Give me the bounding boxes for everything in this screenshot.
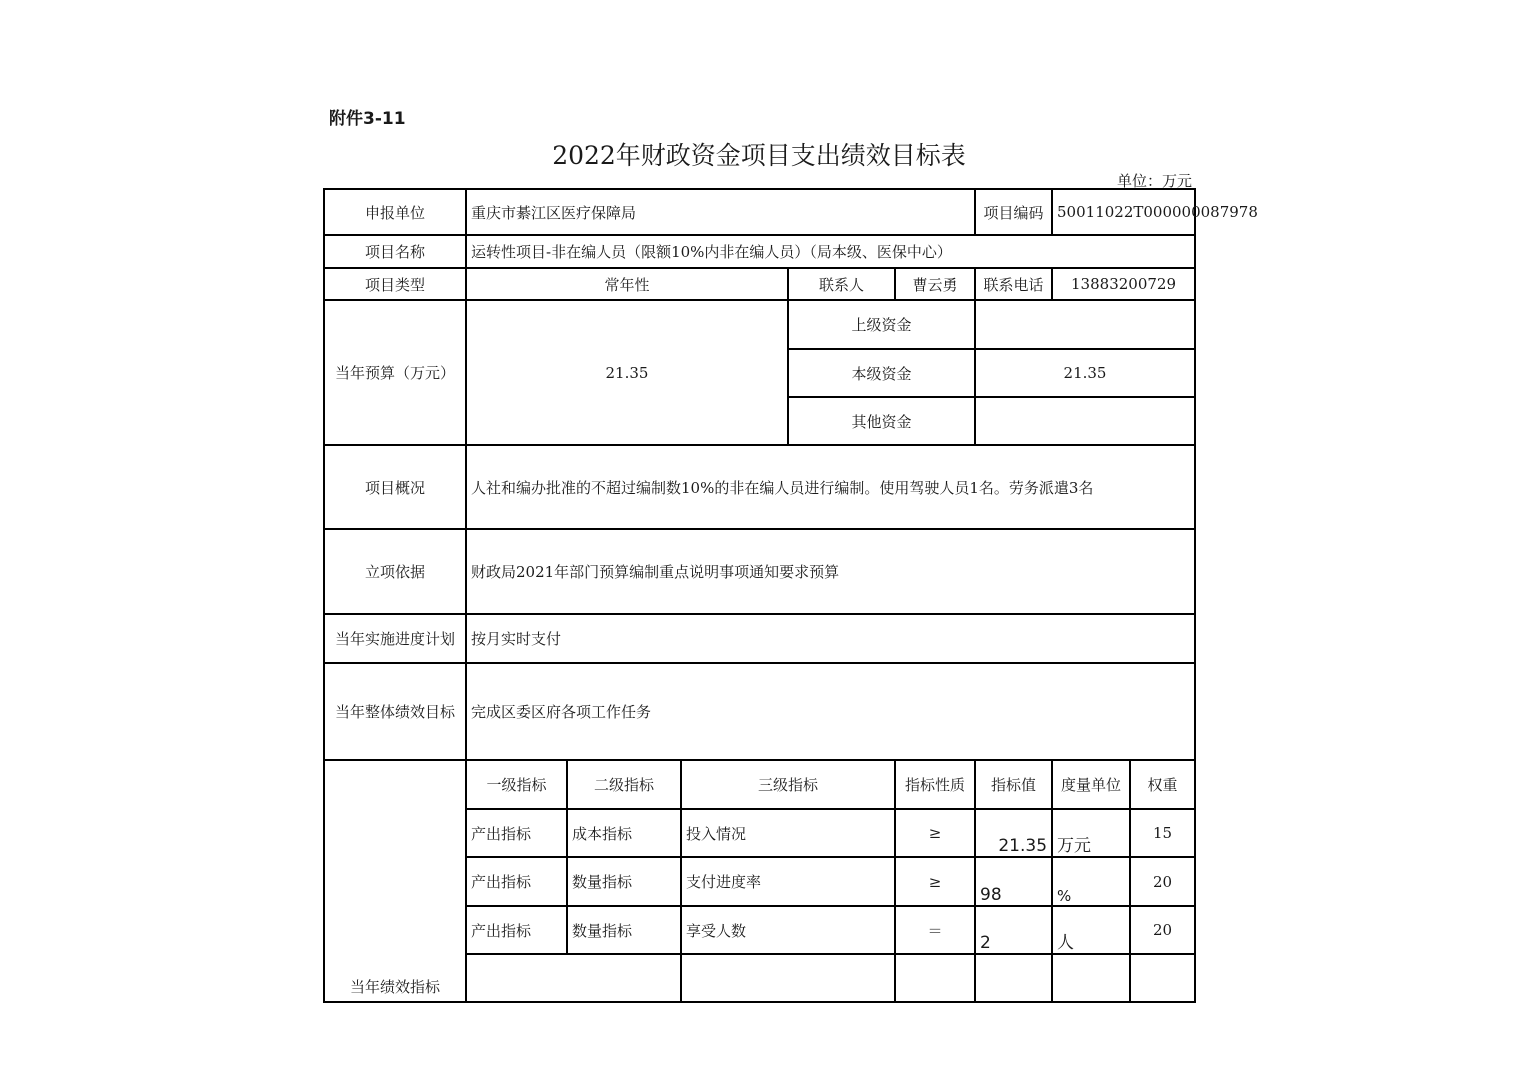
code-value-cell: 50011022T000000087978 <box>1052 189 1195 235</box>
indicator-unit-cell: 人 <box>1052 906 1130 954</box>
contact-label-cell: 联系人 <box>788 268 895 300</box>
indicator-level1-cell: 产出指标 <box>466 857 567 906</box>
code-label-cell: 项目编码 <box>975 189 1052 235</box>
phone-label-cell: 联系电话 <box>975 268 1052 300</box>
upper-funds-value-cell <box>975 300 1195 349</box>
phone-value-cell: 13883200729 <box>1052 268 1195 300</box>
unit-label: 单位：万元 <box>1116 172 1192 190</box>
performance-table <box>323 188 1258 1003</box>
row-indicator-header <box>324 760 1195 809</box>
row-goal <box>324 663 1195 760</box>
indicator-weight-cell: 20 <box>1130 906 1195 954</box>
indicator-weight-cell: 20 <box>1130 857 1195 906</box>
contact-value-cell: 曹云勇 <box>895 268 975 300</box>
indicator-level2-cell: 成本指标 <box>567 809 681 857</box>
other-funds-value-cell <box>975 397 1195 445</box>
attachment-label: 附件3-11 <box>329 109 406 129</box>
unit-value-cell: 重庆市綦江区医疗保障局 <box>466 189 975 235</box>
indicator-header-unit: 度量单位 <box>1052 760 1130 809</box>
type-value-cell: 常年性 <box>466 268 788 300</box>
indicator-header-value: 指标值 <box>975 760 1052 809</box>
row-schedule <box>324 614 1195 663</box>
indicator-unit-cell: % <box>1052 857 1130 906</box>
indicator-level1-cell: 产出指标 <box>466 809 567 857</box>
indicator-value-cell: 21.35 <box>975 809 1052 857</box>
indicator-unit-cell: 万元 <box>1052 809 1130 857</box>
indicator-value-cell: 2 <box>975 906 1052 954</box>
other-funds-label-cell: 其他资金 <box>788 397 975 445</box>
type-label-cell: 项目类型 <box>324 268 466 300</box>
indicator-level2-cell: 数量指标 <box>567 906 681 954</box>
schedule-value-cell: 按月实时支付 <box>466 614 1195 663</box>
indicator-level2-cell: 数量指标 <box>567 857 681 906</box>
row-basis <box>324 529 1195 614</box>
local-funds-value-cell: 21.35 <box>975 349 1195 397</box>
goal-label-cell: 当年整体绩效目标 <box>324 663 466 760</box>
indicator-header-level1: 一级指标 <box>466 760 567 809</box>
indicator-header-level3: 三级指标 <box>681 760 895 809</box>
indicator-level3-cell: 享受人数 <box>681 906 895 954</box>
page-title: 2022年财政资金项目支出绩效目标表 <box>552 141 966 170</box>
row-type <box>324 268 1195 300</box>
goal-value-cell: 完成区委区府各项工作任务 <box>466 663 1195 760</box>
indicator-level3-cell: 支付进度率 <box>681 857 895 906</box>
name-value-cell: 运转性项目-非在编人员（限额10%内非在编人员）（局本级、医保中心） <box>466 235 1195 268</box>
schedule-label-cell: 当年实施进度计划 <box>324 614 466 663</box>
budget-total-cell: 21.35 <box>466 300 788 445</box>
name-label-cell: 项目名称 <box>324 235 466 268</box>
indicator-nature-cell: ≥ <box>895 857 975 906</box>
indicator-level1-cell: 产出指标 <box>466 906 567 954</box>
local-funds-label-cell: 本级资金 <box>788 349 975 397</box>
indicator-level3-cell: 投入情况 <box>681 809 895 857</box>
basis-value-cell: 财政局2021年部门预算编制重点说明事项通知要求预算 <box>466 529 1195 614</box>
budget-label-cell: 当年预算（万元） <box>324 300 466 445</box>
indicator-nature-cell: ≥ <box>895 809 975 857</box>
row-overview <box>324 445 1195 529</box>
indicators-label-cell: 当年绩效指标 <box>324 760 466 1002</box>
indicator-weight-cell: 15 <box>1130 809 1195 857</box>
overview-label-cell: 项目概况 <box>324 445 466 529</box>
row-unit <box>324 189 1195 235</box>
indicator-header-weight: 权重 <box>1130 760 1195 809</box>
row-name <box>324 235 1195 268</box>
indicator-nature-cell: ＝ <box>895 906 975 954</box>
performance-table-container <box>323 188 1258 996</box>
basis-label-cell: 立项依据 <box>324 529 466 614</box>
indicator-header-level2: 二级指标 <box>567 760 681 809</box>
row-budget-upper <box>324 300 1195 349</box>
indicator-value-cell: 98 <box>975 857 1052 906</box>
overview-value-cell: 人社和编办批准的不超过编制数10%的非在编人员进行编制。使用驾驶人员1名。劳务派遣3名 <box>466 445 1195 529</box>
upper-funds-label-cell: 上级资金 <box>788 300 975 349</box>
indicator-header-nature: 指标性质 <box>895 760 975 809</box>
unit-label-cell: 申报单位 <box>324 189 466 235</box>
